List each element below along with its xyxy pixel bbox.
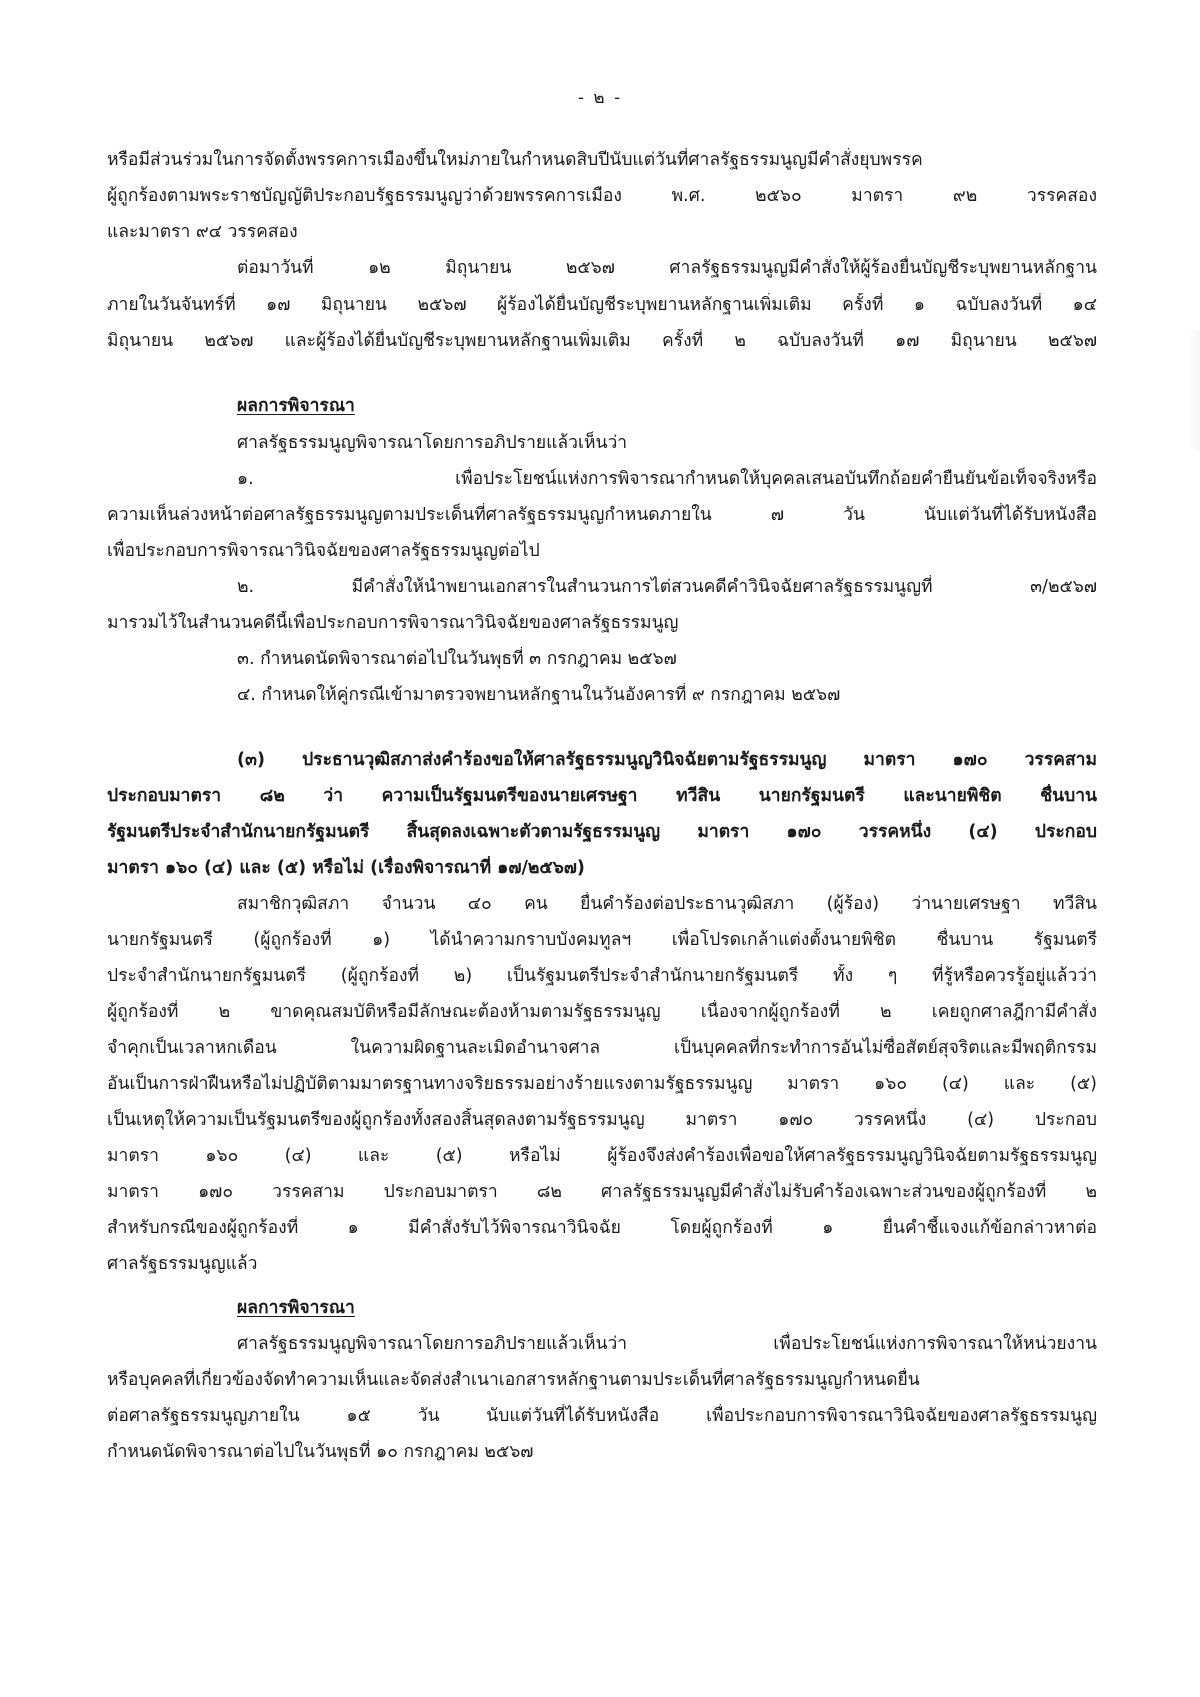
list-item-2-line: ๒. มีคำสั่งให้นำพยานเอกสารในสำนวนการไต่สวนคดีคำวินิจฉัยศาลรัฐธรรมนูญที่ ๓/๒๕๖๗ — [237, 577, 1097, 597]
case-body-line: ศาลรัฐธรรมนูญแล้ว — [107, 1254, 258, 1274]
case-body-line: มาตรา ๑๖๐ (๔) และ (๕) หรือไม่ ผู้ร้องจึงส่งคำร้องเพื่อขอให้ศาลรัฐธรรมนูญวินิจฉัยตามรัฐธรรมนูญ — [107, 1146, 1097, 1166]
results-body-line: หรือบุคคลที่เกี่ยวข้องจัดทำความเห็นและจัดส่งสำเนาเอกสารหลักฐานตามประเด็นที่ศาลรัฐธรรมนูญกำหนดยื่น — [107, 1370, 920, 1390]
case-body-line: ประจำสำนักนายกรัฐมนตรี (ผู้ถูกร้องที่ ๒) เป็นรัฐมนตรีประจำสำนักนายกรัฐมนตรี ทั้ง ๆ ที่รู้หรือควรรู้อยู่แล้วว่า — [107, 966, 1097, 986]
paragraph-line: ภายในวันจันทร์ที่ ๑๗ มิถุนายน ๒๕๖๗ ผู้ร้องได้ยื่นบัญชีระบุพยานหลักฐานเพิ่มเติม ครั้งที่ ๑ ฉบับลงวันที่ ๑๔ — [107, 295, 1097, 315]
list-item-3: ๓. กำหนดนัดพิจารณาต่อไปในวันพุธที่ ๓ กรกฎาคม ๒๕๖๗ — [237, 649, 677, 669]
paragraph-line: หรือมีส่วนร่วมในการจัดตั้งพรรคการเมืองขึ้นใหม่ภายในกำหนดสิบปีนับแต่วันที่ศาลรัฐธรรมนูญมีคำสั่งยุบพรรค — [107, 150, 923, 170]
section-intro: ศาลรัฐธรรมนูญพิจารณาโดยการอภิปรายแล้วเห็นว่า — [237, 433, 628, 453]
paragraph-line: ผู้ถูกร้องตามพระราชบัญญัติประกอบรัฐธรรมนูญว่าด้วยพรรคการเมือง พ.ศ. ๒๕๖๐ มาตรา ๙๒ วรรคสอง — [107, 186, 1097, 206]
case-body-line: สำหรับกรณีของผู้ถูกร้องที่ ๑ มีคำสั่งรับไว้พิจารณาวินิจฉัย โดยผู้ถูกร้องที่ ๑ ยื่นคำชี้แจงแก้ข้อกล่าวหาต่อ — [107, 1218, 1097, 1238]
case-title-line: ประกอบมาตรา ๘๒ ว่า ความเป็นรัฐมนตรีของนายเศรษฐา ทวีสิน นายกรัฐมนตรี และนายพิชิต ชื่นบาน — [107, 786, 1097, 806]
section-heading-results: ผลการพิจารณา — [237, 1298, 355, 1318]
page-number: - ๒ - — [577, 88, 623, 108]
case-title-line: มาตรา ๑๖๐ (๔) และ (๕) หรือไม่ (เรื่องพิจารณาที่ ๑๗/๒๕๖๗) — [107, 858, 585, 878]
case-body-line: นายกรัฐมนตรี (ผู้ถูกร้องที่ ๑) ได้นำความกราบบังคมทูลฯ เพื่อโปรดเกล้าแต่งตั้งนายพิชิต ชื่นบาน รัฐมนตรี — [107, 930, 1097, 950]
case-body-line: จำคุกเป็นเวลาหกเดือน ในความผิดฐานละเมิดอำนาจศาล เป็นบุคคลที่กระทำการอันไม่ซื่อสัตย์สุจริตและมีพฤติกรรม — [107, 1038, 1097, 1058]
case-body-line: มาตรา ๑๗๐ วรรคสาม ประกอบมาตรา ๘๒ ศาลรัฐธรรมนูญมีคำสั่งไม่รับคำร้องเฉพาะส่วนของผู้ถูกร้องที่ ๒ — [107, 1182, 1097, 1202]
list-item-1-line: เพื่อประกอบการพิจารณาวินิจฉัยของศาลรัฐธรรมนูญต่อไป — [107, 541, 540, 561]
case-title-line: (๓) ประธานวุฒิสภาส่งคำร้องขอให้ศาลรัฐธรรมนูญวินิจฉัยตามรัฐธรรมนูญ มาตรา ๑๗๐ วรรคสาม — [237, 750, 1097, 770]
scan-shadow — [1188, 330, 1200, 450]
list-item-2-line: มารวมไว้ในสำนวนคดีนี้เพื่อประกอบการพิจารณาวินิจฉัยของศาลรัฐธรรมนูญ — [107, 613, 679, 633]
list-item-1-line: ความเห็นล่วงหน้าต่อศาลรัฐธรรมนูญตามประเด็นที่ศาลรัฐธรรมนูญกำหนดภายใน ๗ วัน นับแต่วันที่ได้รับหนังสือ — [107, 505, 1097, 525]
case-body-line: เป็นเหตุให้ความเป็นรัฐมนตรีของผู้ถูกร้องทั้งสองสิ้นสุดลงตามรัฐธรรมนูญ มาตรา ๑๗๐ วรรคหนึ่ง (๔) ประกอบ — [107, 1110, 1097, 1130]
results-body-line: กำหนดนัดพิจารณาต่อไปในวันพุธที่ ๑๐ กรกฎาคม ๒๕๖๗ — [107, 1442, 534, 1462]
list-item-4: ๔. กำหนดให้คู่กรณีเข้ามาตรวจพยานหลักฐานในวันอังคารที่ ๙ กรกฎาคม ๒๕๖๗ — [237, 685, 841, 705]
section-heading-results: ผลการพิจารณา — [237, 396, 355, 416]
case-body-line: สมาชิกวุฒิสภา จำนวน ๔๐ คน ยื่นคำร้องต่อประธานวุฒิสภา (ผู้ร้อง) ว่านายเศรษฐา ทวีสิน — [237, 894, 1097, 914]
paragraph-line: มิถุนายน ๒๕๖๗ และผู้ร้องได้ยื่นบัญชีระบุพยานหลักฐานเพิ่มเติม ครั้งที่ ๒ ฉบับลงวันที่ ๑๗ มิถุนายน ๒๕๖๗ — [107, 331, 1097, 351]
results-body-line: ศาลรัฐธรรมนูญพิจารณาโดยการอภิปรายแล้วเห็นว่า เพื่อประโยชน์แห่งการพิจารณาให้หน่วยงาน — [237, 1334, 1097, 1354]
case-body-line: อันเป็นการฝ่าฝืนหรือไม่ปฏิบัติตามมาตรฐานทางจริยธรรมอย่างร้ายแรงตามรัฐธรรมนูญ มาตรา ๑๖๐ (๔) และ (๕) — [107, 1074, 1097, 1094]
results-body-line: ต่อศาลรัฐธรรมนูญภายใน ๑๕ วัน นับแต่วันที่ได้รับหนังสือ เพื่อประกอบการพิจารณาวินิจฉัยของศาลรัฐธรรมนูญ — [107, 1406, 1097, 1426]
paragraph-line: และมาตรา ๙๔ วรรคสอง — [107, 222, 298, 242]
paragraph-line: ต่อมาวันที่ ๑๒ มิถุนายน ๒๕๖๗ ศาลรัฐธรรมนูญมีคำสั่งให้ผู้ร้องยื่นบัญชีระบุพยานหลักฐาน — [237, 258, 1097, 278]
list-item-1-line: ๑. เพื่อประโยชน์แห่งการพิจารณากำหนดให้บุคคลเสนอบันทึกถ้อยคำยืนยันข้อเท็จจริงหรือ — [237, 469, 1097, 489]
case-body-line: ผู้ถูกร้องที่ ๒ ขาดคุณสมบัติหรือมีลักษณะต้องห้ามตามรัฐธรรมนูญ เนื่องจากผู้ถูกร้องที่ ๒ เคยถูกศาลฎีกามีคำสั่ง — [107, 1002, 1097, 1022]
case-title-line: รัฐมนตรีประจำสำนักนายกรัฐมนตรี สิ้นสุดลงเฉพาะตัวตามรัฐธรรมนูญ มาตรา ๑๗๐ วรรคหนึ่ง (๔) ประกอบ — [107, 822, 1097, 842]
